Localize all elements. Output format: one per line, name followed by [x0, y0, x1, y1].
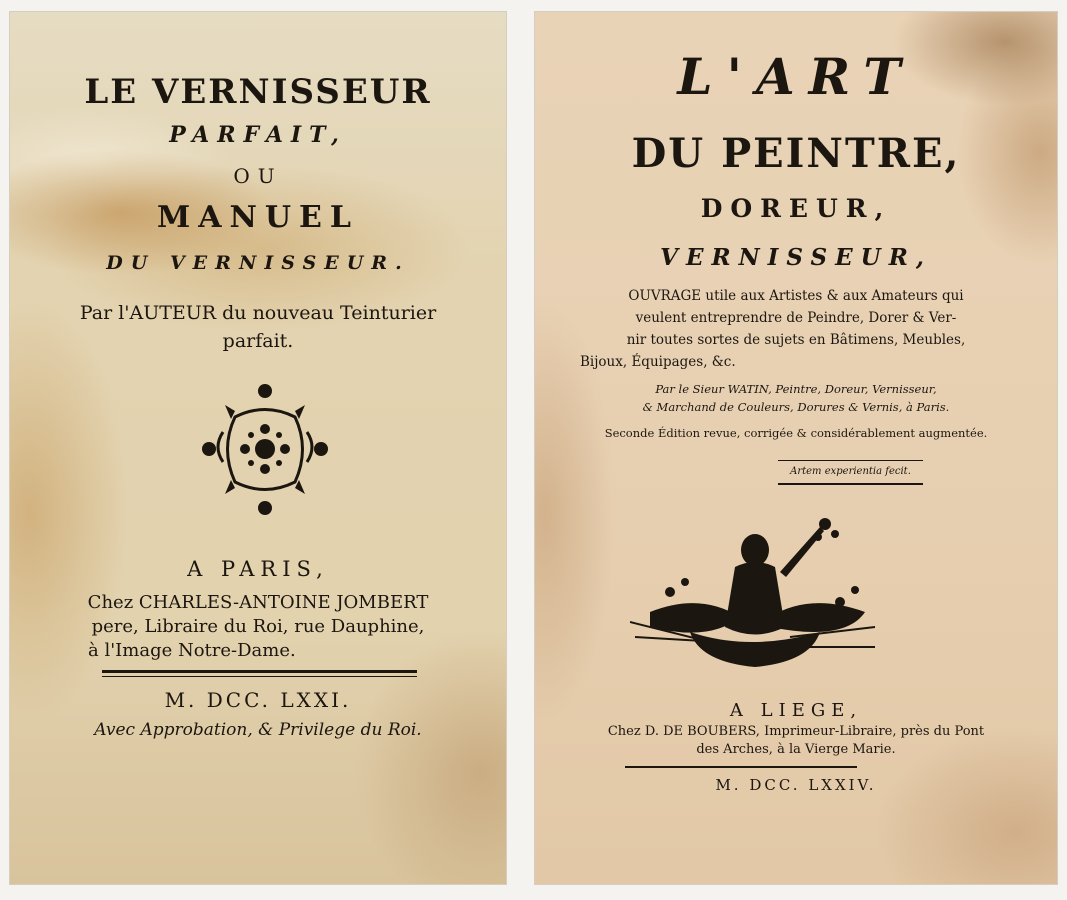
allegorical-vignette-icon: [630, 512, 880, 682]
right-rule: [625, 766, 857, 768]
right-edition: Seconde Édition revue, corrigée & considérablement augmentée.: [604, 426, 988, 440]
left-double-rule-bottom: [102, 676, 417, 677]
right-author-line1: Par le Sieur WATIN, Peintre, Doreur, Vernisseur,: [655, 382, 937, 396]
left-title-page: [10, 12, 506, 884]
right-title-line4: VERNISSEUR,: [660, 244, 932, 271]
right-publisher-line1: Chez D. DE BOUBERS, Imprimeur-Libraire, près du Pont: [607, 724, 985, 739]
right-motto-rule-top: [778, 460, 923, 461]
right-title-page: [535, 12, 1057, 884]
left-author-line1: Par l'AUTEUR du nouveau Teinturier: [79, 302, 437, 324]
left-publisher-line2: pere, Libraire du Roi, rue Dauphine,: [91, 616, 425, 637]
left-title-line5: DU VERNISSEUR.: [106, 252, 410, 274]
right-place: A LIEGE,: [729, 700, 863, 721]
left-publisher-line1: Chez CHARLES-ANTOINE JOMBERT: [87, 592, 429, 613]
right-desc-line4: Bijoux, Équipages, &c.: [580, 354, 736, 370]
right-date: M. DCC. LXXIV.: [715, 776, 877, 794]
left-title-line1: LE VERNISSEUR: [84, 72, 432, 112]
left-title-line2: PARFAIT,: [169, 122, 347, 148]
left-title-line3: OU: [233, 164, 283, 188]
right-title-line3: DOREUR,: [700, 194, 892, 223]
left-title-line4: MANUEL: [156, 200, 360, 235]
left-date: M. DCC. LXXI.: [164, 688, 352, 712]
left-place: A PARIS,: [187, 557, 329, 581]
right-motto: Artem experientia fecit.: [790, 466, 911, 477]
left-publisher-line3: à l'Image Notre-Dame.: [88, 640, 296, 661]
left-double-rule-top: [102, 670, 417, 673]
left-author-line2: parfait.: [222, 330, 294, 352]
right-desc-line2: veulent entreprendre de Peindre, Dorer & Ver-: [635, 310, 957, 326]
ornament-fleuron-icon: [195, 377, 335, 522]
right-desc-line3: nir toutes sortes de sujets en Bâtimens, Meubles,: [626, 332, 966, 348]
left-approbation: Avec Approbation, & Privilege du Roi.: [94, 720, 422, 740]
right-title-line2: DU PEINTRE,: [631, 130, 961, 177]
right-title-line1: L'ART: [677, 47, 915, 106]
right-author-line2: & Marchand de Couleurs, Dorures & Vernis, à Paris.: [642, 400, 950, 414]
right-motto-rule-bottom: [778, 483, 923, 485]
right-publisher-line2: des Arches, à la Vierge Marie.: [696, 742, 896, 757]
right-desc-line1: OUVRAGE utile aux Artistes & aux Amateurs qui: [628, 288, 964, 304]
